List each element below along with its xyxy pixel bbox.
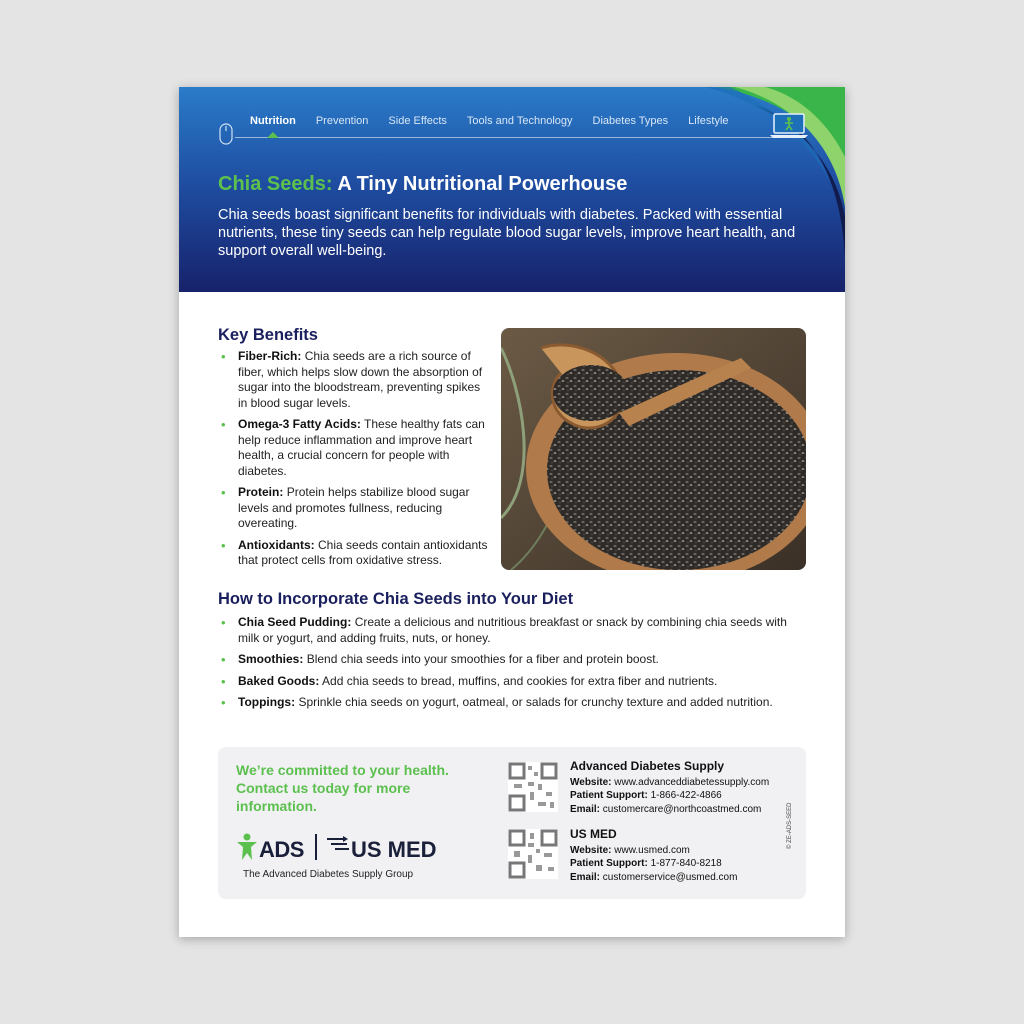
nav-tab-prevention[interactable]: Prevention (315, 115, 369, 127)
group-label: The Advanced Diabetes Supply Group (243, 869, 414, 880)
nav-tab-diabetes-types[interactable]: Diabetes Types (592, 115, 669, 127)
list-item: • Omega-3 Fatty Acids: These healthy fats can help reduce inflammation and improve heart health, a crucial concern for people with diabetes. (218, 417, 488, 479)
list-item: • Protein: Protein helps stabilize blood sugar levels and promotes fullness, reducing overeating. (218, 485, 488, 532)
list-item: • Baked Goods: Add chia seeds to bread, muffins, and cookies for extra fiber and nutrients. (218, 674, 808, 690)
usmed-arrows-icon (327, 835, 353, 859)
list-item: • Toppings: Sprinkle chia seeds on yogurt, oatmeal, or salads for crunchy texture and added nutrition. (218, 695, 808, 711)
nav-tab-side-effects[interactable]: Side Effects (388, 115, 447, 127)
document-id: © ZE-ADS-SEED (787, 802, 793, 849)
mouse-icon (219, 123, 233, 145)
chia-seeds-photo (501, 328, 806, 570)
phone-number[interactable]: 1-877-840-8218 (650, 858, 722, 869)
logo-divider (315, 834, 317, 860)
qr-code-icon (508, 829, 558, 879)
key-benefits-list (218, 349, 488, 575)
website-link[interactable]: www.usmed.com (614, 844, 690, 856)
cta-text: We’re committed to your health. Contact us today for more information. (236, 762, 449, 814)
list-item: • Smoothies: Blend chia seeds into your smoothies for a fiber and protein boost. (218, 652, 808, 668)
laptop-icon (770, 113, 808, 139)
contact-ads: Advanced Diabetes Supply Website: www.advanceddiabetessupply.com Patient Support: 1-866-422-4866 Email: customercare@northcoastmed.com (570, 759, 770, 815)
email-link[interactable]: customercare@northcoastmed.com (602, 803, 762, 815)
contact-org-name: US MED (570, 827, 617, 841)
list-item: • Chia Seed Pudding: Create a delicious and nutritious breakfast or snack by combining chia seeds with milk or yogurt, and adding fruits, nuts, or honey. (218, 615, 808, 646)
ads-person-icon (235, 833, 259, 861)
nav-tab-tools-technology[interactable]: Tools and Technology (466, 115, 573, 127)
title-rest: A Tiny Nutritional Powerhouse (337, 173, 628, 195)
title-accent: Chia Seeds: (218, 173, 333, 195)
incorporate-heading: How to Incorporate Chia Seeds into Your Diet (218, 590, 574, 608)
contact-usmed: US MED Website: www.usmed.com Patient Support: 1-877-840-8218 Email: customerservice@usmed.com (570, 827, 738, 883)
qr-code-icon (508, 762, 558, 812)
header-banner (179, 87, 845, 292)
email-link[interactable]: customerservice@usmed.com (602, 871, 738, 883)
list-item: • Fiber-Rich: Chia seeds are a rich source of fiber, which helps slow down the absorption of sugar into the bloodstream, preventing spikes in blood sugar levels. (218, 349, 488, 411)
key-benefits-heading: Key Benefits (218, 326, 318, 344)
nav-tab-lifestyle[interactable]: Lifestyle (688, 115, 729, 127)
phone-number[interactable]: 1-866-422-4866 (650, 790, 722, 801)
incorporate-list (218, 615, 808, 717)
usmed-logo-text: US MED (351, 837, 437, 862)
nav-underline (235, 137, 795, 138)
website-link[interactable]: www.advanceddiabetessupply.com (614, 776, 770, 788)
ads-logo-text: ADS (259, 837, 304, 862)
nav-tab-nutrition[interactable]: Nutrition (250, 115, 296, 127)
contact-org-name: Advanced Diabetes Supply (570, 759, 725, 773)
list-item: • Antioxidants: Chia seeds contain antioxidants that protect cells from oxidative stress. (218, 538, 488, 569)
contact-footer (218, 747, 806, 899)
page-title (218, 173, 627, 196)
flyer-page (179, 87, 845, 937)
intro-paragraph: Chia seeds boast significant benefits for individuals with diabetes. Packed with essential nutrients, these tiny seeds can help regulate blood sugar levels, improve heart health, and support overall well-being. (218, 207, 796, 259)
